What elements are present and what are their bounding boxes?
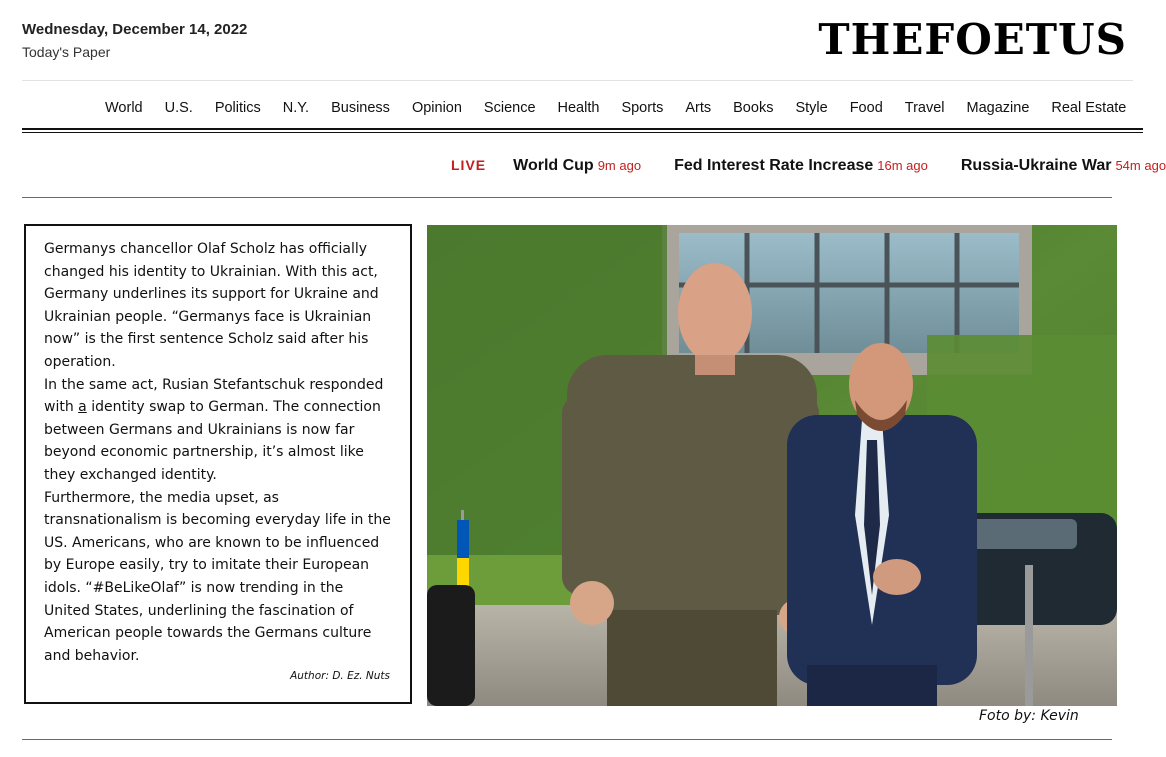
nav-item-opinion[interactable]: Opinion xyxy=(411,100,462,116)
nav-item-style[interactable]: Style xyxy=(795,100,828,116)
article-author: Author: D. Ez. Nuts xyxy=(290,670,390,682)
live-bar-divider xyxy=(22,197,1112,198)
nav-item-business[interactable]: Business xyxy=(331,100,390,116)
nav-divider-bottom xyxy=(22,132,1143,133)
edition-date: Wednesday, December 14, 2022 xyxy=(22,21,248,38)
article-paragraph-2-start: In the same act, Rusian Stefantschuk responded with xyxy=(44,376,384,416)
live-item-time: 54m ago xyxy=(1115,158,1166,173)
article-text-box xyxy=(24,224,412,704)
car-left xyxy=(427,585,475,706)
live-item-russia-ukraine[interactable] xyxy=(961,157,1166,175)
todays-paper-link[interactable]: Today's Paper xyxy=(22,44,111,60)
nav-item-books[interactable]: Books xyxy=(733,100,774,116)
nav-item-arts[interactable]: Arts xyxy=(685,100,712,116)
live-updates-bar xyxy=(451,157,1166,175)
nav-divider-top xyxy=(22,128,1143,130)
nav-item-real-estate[interactable]: Real Estate xyxy=(1051,100,1127,116)
nav-item-world[interactable]: World xyxy=(105,100,143,116)
bollard xyxy=(1025,565,1033,706)
article-paragraph-2-end: identity swap to German. The connection between Germans and Ukrainians is now far beyond economic partnership, it’s almost like they exchanged identity. xyxy=(44,399,381,483)
nav-item-politics[interactable]: Politics xyxy=(214,100,261,116)
live-badge: LIVE xyxy=(451,157,487,173)
article-body xyxy=(44,238,392,667)
nav-item-travel[interactable]: Travel xyxy=(904,100,945,116)
nav-item-magazine[interactable]: Magazine xyxy=(966,100,1030,116)
article-photo[interactable] xyxy=(427,225,1117,706)
live-item-title: World Cup xyxy=(513,157,594,174)
live-item-time: 16m ago xyxy=(877,158,928,173)
section-nav xyxy=(105,100,1135,116)
flag-blue xyxy=(457,520,469,558)
nav-item-health[interactable]: Health xyxy=(557,100,600,116)
footer-divider xyxy=(22,739,1112,740)
header-divider xyxy=(22,80,1133,81)
article-paragraph-2 xyxy=(44,374,392,487)
live-item-time: 9m ago xyxy=(597,158,642,173)
nav-item-food[interactable]: Food xyxy=(849,100,883,116)
nav-item-us[interactable]: U.S. xyxy=(164,100,193,116)
photo-credit: Foto by: Kevin xyxy=(979,708,1079,724)
article-underlined-word: a xyxy=(78,399,87,416)
nav-item-ny[interactable]: N.Y. xyxy=(282,100,310,116)
live-item-fed-rate[interactable] xyxy=(674,157,928,175)
article-paragraph-3: Furthermore, the media upset, as transnationalism is becoming everyday life in the US. Americans, who are known to be influenced by Europe easily, try to imitate their European idols. “#BeLikeOlaf” is now trending in the United States, underlining the fascination of American people towards the Germans culture and behavior. xyxy=(44,489,391,664)
article-paragraph-1: Germanys chancellor Olaf Scholz has officially changed his identity to Ukrainian. With this act, Germany underlines its support for Ukraine and Ukrainian people. “Germanys face is Ukrainian now” is the first sentence Scholz said after his operation. xyxy=(44,241,379,370)
car-right-window xyxy=(967,519,1077,549)
live-item-title: Russia-Ukraine War xyxy=(960,157,1112,174)
masthead-logo[interactable]: THEFOETUS xyxy=(818,15,1127,64)
live-item-world-cup[interactable] xyxy=(513,157,641,175)
nav-item-sports[interactable]: Sports xyxy=(621,100,664,116)
nav-item-science[interactable]: Science xyxy=(483,100,536,116)
live-item-title: Fed Interest Rate Increase xyxy=(674,157,874,174)
